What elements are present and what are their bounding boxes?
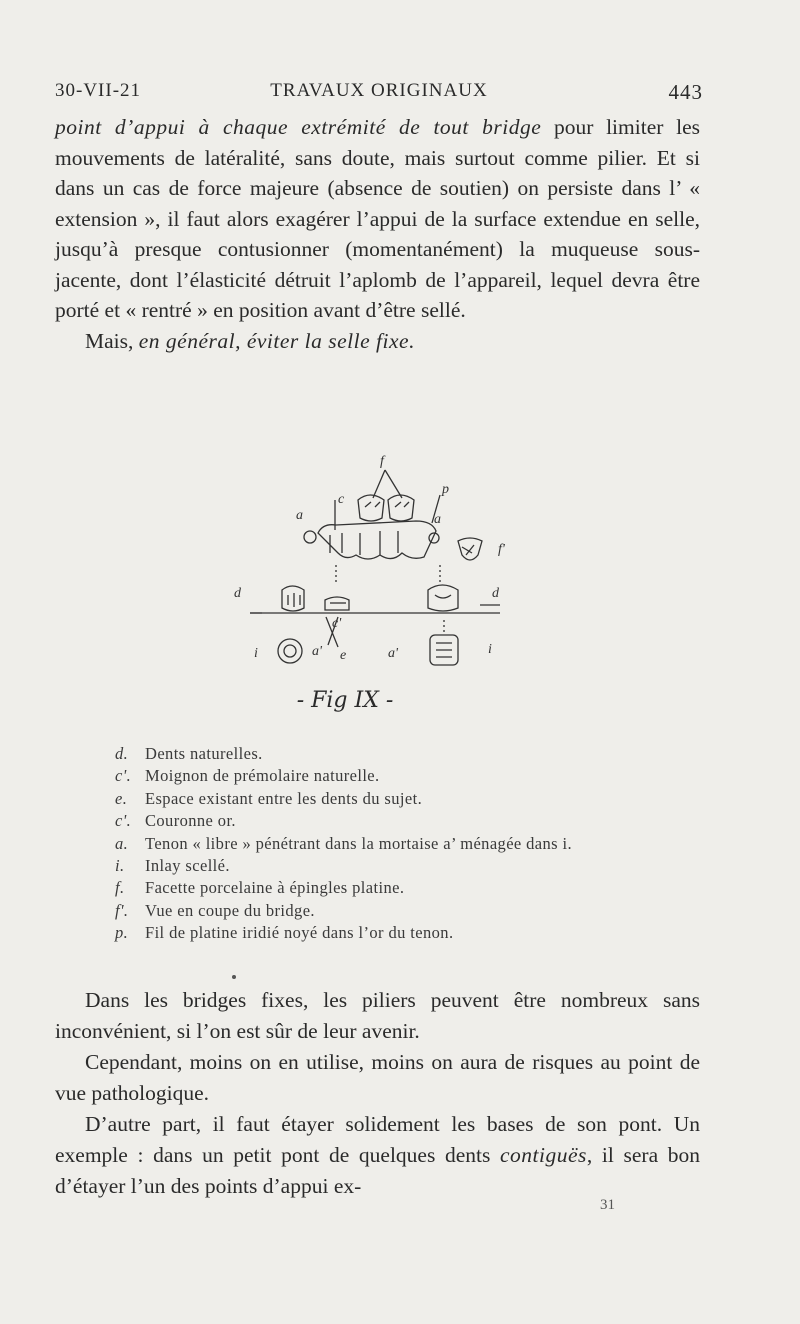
legend-text: Fil de platine iridié noyé dans l’or du tenon. <box>145 923 454 943</box>
facet-right-shape <box>388 495 414 521</box>
legend-item <box>115 833 705 855</box>
legend-text: Dents naturelles. <box>145 744 263 763</box>
legend-item <box>115 855 705 877</box>
body-text-top <box>55 112 700 356</box>
signature-mark: 31 <box>600 1197 615 1213</box>
fig-letter-p: p <box>442 482 449 497</box>
running-header <box>55 80 703 108</box>
legend-item <box>115 900 705 922</box>
paragraph-2-italic: en général, éviter la selle fixe. <box>138 328 415 353</box>
legend-item <box>115 877 705 899</box>
legend-key: c'. <box>115 766 132 786</box>
legend-text: Moignon de prémolaire naturelle. <box>145 766 380 786</box>
paragraph-5-a: D’autre part, il faut étayer solidement les bases de son pont. Un exemple : dans un petit pont de quelques dents <box>55 1112 700 1167</box>
fig-letter-a-prime-2: a' <box>388 646 398 661</box>
legend-key: i. <box>115 856 125 876</box>
fig-letter-a2: a <box>434 512 441 527</box>
figure-caption: - Fig IX - <box>296 688 394 713</box>
legend-text: Facette porcelaine à épingles platine. <box>145 878 405 898</box>
tooth-left-shape <box>282 586 304 611</box>
legend-item <box>115 765 705 787</box>
paragraph-3: Dans les bridges fixes, les piliers peuvent être nombreux sans inconvénient, si l’on est sûr de leur avenir. <box>55 988 700 1043</box>
legend-key: e. <box>115 788 128 808</box>
paragraph-1 <box>55 112 700 326</box>
separator-dot <box>232 975 236 979</box>
legend-item <box>115 922 705 944</box>
paragraph-5-b: , il sera bon d’étayer l’un des points d’appui ex- <box>55 1143 701 1198</box>
paragraph-2-lead: Mais, <box>85 328 139 353</box>
bridge-body-shape <box>318 521 436 559</box>
fig-letter-d-right: d <box>492 586 499 601</box>
fig-letter-i-left: i <box>254 646 258 661</box>
legend-text: Tenon « libre » pénétrant dans la mortaise a’ ménagée dans i. <box>145 833 573 853</box>
fig-letter-f: f <box>380 454 384 469</box>
legend-text: Inlay scellé. <box>145 856 230 876</box>
figure-drawing <box>230 445 530 725</box>
paragraph-5 <box>55 1109 700 1202</box>
legend-key: f. <box>115 878 125 898</box>
header-date: 30-VII-21 <box>55 80 142 101</box>
facet-left-shape <box>358 495 384 521</box>
legend-text: Espace existant entre les dents du sujet. <box>145 788 423 808</box>
paragraph-1-rest: pour limiter les mouvements de latéralité, sans doute, mais surtout comme pilier. Et si dans un cas de force majeure (absence de soutien) on persiste dans l’ « extension », il faut alors exagérer l’appui de la surface extendue en selle, jusqu’à presque contusionner (momentanément) la muqueuse sous-jacente, dont l’élasticité détruit l’aplomb de l’appareil, lequel devra être porté et « rentré » en position avant d’être sellé. <box>55 115 700 322</box>
legend-text: Vue en coupe du bridge. <box>145 900 315 920</box>
body-text-bottom <box>55 985 700 1202</box>
legend-key: d. <box>115 744 129 763</box>
legend-key: p. <box>115 923 129 943</box>
figure-legend <box>115 743 705 945</box>
fig-letter-i-right: i <box>488 642 492 657</box>
legend-item <box>115 788 705 810</box>
legend-item <box>115 810 705 832</box>
paragraph-2 <box>55 326 700 357</box>
fig-letter-d-left: d <box>234 586 241 601</box>
legend-item <box>115 743 705 765</box>
paragraph-5-italic: contiguës <box>500 1143 587 1167</box>
fig-letter-f-prime: f' <box>498 542 505 557</box>
fig-letter-a-prime: a' <box>312 644 322 659</box>
fig-letter-a: a <box>296 508 303 523</box>
legend-key: c'. <box>115 811 132 831</box>
header-title: TRAVAUX ORIGINAUX <box>270 80 488 101</box>
fig-letter-c-prime: c' <box>332 616 342 631</box>
inlay-left-shape <box>278 639 302 663</box>
tenon-left-shape <box>304 531 316 543</box>
legend-text: Couronne or. <box>145 811 236 831</box>
fig-letter-c: c <box>338 492 345 507</box>
paragraph-4: Cependant, moins on en utilise, moins on aura de risques au point de vue pathologique. <box>55 1050 700 1105</box>
legend-key: a. <box>115 833 129 853</box>
page-number: 443 <box>668 80 703 104</box>
paragraph-1-italic: point d’appui à chaque extrémité de tout bridge <box>55 115 542 139</box>
legend-key: f'. <box>115 900 129 920</box>
fig-letter-e: e <box>340 648 347 663</box>
